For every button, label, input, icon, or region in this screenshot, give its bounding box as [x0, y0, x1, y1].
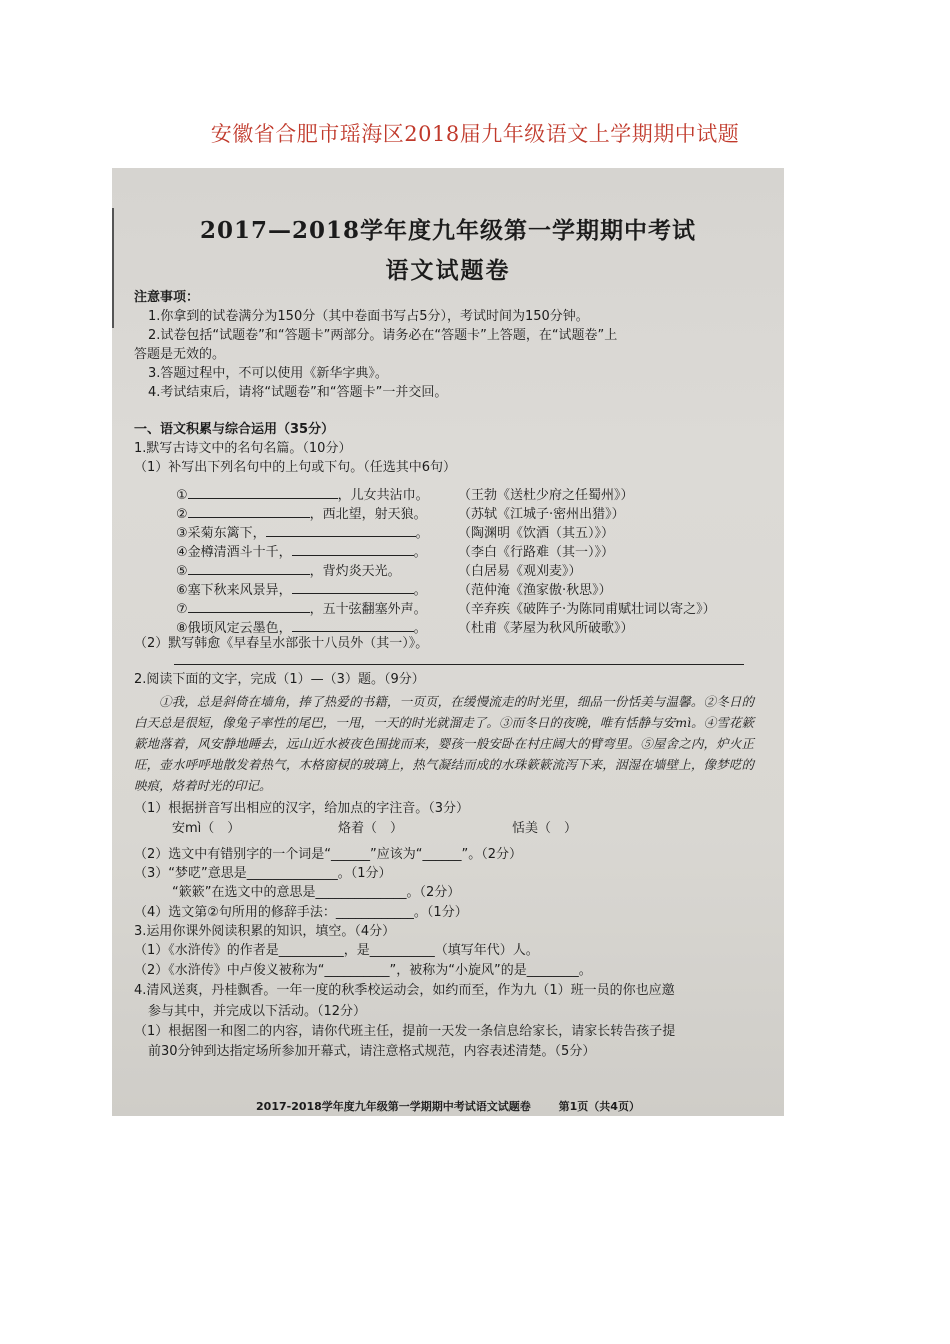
- question-1-1: （1）补写出下列名句中的上句或下句。（任选其中6句）: [134, 460, 457, 475]
- poem-source-4: （李白《行路难（其一）》）: [458, 545, 615, 560]
- poem-source-2: （苏轼《江城子·密州出猎》）: [458, 507, 625, 522]
- question-3: 3.运用你课外阅读积累的知识，填空。（4分）: [134, 924, 396, 939]
- pinyin-item-3: 恬美（ ）: [512, 821, 578, 836]
- answer-line: [174, 664, 744, 665]
- notice-4: 4.考试结束后，请将“试题卷”和“答题卡”一并交回。: [148, 385, 448, 400]
- question-4a: 4.清风送爽，丹桂飘香。一年一度的秋季校运动会，如约而至，作为九（1）班一员的你也应邀: [134, 983, 675, 998]
- question-4b: 参与其中，并完成以下活动。（12分）: [148, 1004, 367, 1019]
- question-1-2: （2）默写韩愈《早春呈水部张十八员外（其一）》。: [134, 636, 429, 651]
- question-3-2: （2）《水浒传》中卢俊义被称为“__________”，被称为“小旋风”的是________。: [134, 963, 592, 978]
- pinyin-item-1: 安mì（ ）: [172, 821, 241, 836]
- poem-line-8: ⑧俄顷风定云墨色， 。: [176, 617, 427, 636]
- poem-line-1: ① ，儿女共沾巾。: [176, 484, 429, 503]
- exam-subtitle: 语文试题卷: [385, 257, 511, 284]
- poem-source-5: （白居易《观刈麦》）: [458, 564, 582, 579]
- footer-title: 2017-2018学年度九年级第一学期期中考试语文试题卷: [256, 1100, 531, 1113]
- question-2-3a: （3）“梦呓”意思是______________。（1分）: [134, 866, 392, 881]
- poem-line-4: ④金樽清酒斗十千， 。: [176, 541, 427, 560]
- question-2-2: （2）选文中有错别字的一个词是“______”应该为“______”。（2分）: [134, 847, 522, 862]
- poem-line-5: ⑤ ，背灼炎天光。: [176, 560, 401, 579]
- notice-1: 1.你拿到的试卷满分为150分（其中卷面书写占5分），考试时间为150分钟。: [148, 309, 589, 324]
- question-2: 2.阅读下面的文字，完成（1）—（3）题。（9分）: [134, 672, 425, 687]
- question-2-3b: “簌簌”在选文中的意思是______________。（2分）: [172, 885, 461, 900]
- page-footer: [112, 1098, 784, 1114]
- question-1: 1.默写古诗文中的名句名篇。（10分）: [134, 441, 352, 456]
- notice-label: 注意事项：: [134, 290, 200, 305]
- question-4-1b: 前30分钟到达指定场所参加开幕式，请注意格式规范，内容表述清楚。（5分）: [148, 1044, 596, 1059]
- notice-2b: 答题是无效的。: [134, 347, 226, 362]
- question-2-4: （4）选文第②句所用的修辞手法：____________。（1分）: [134, 905, 468, 920]
- poem-source-6: （范仲淹《渔家傲·秋思》）: [458, 583, 612, 598]
- poem-source-7: （辛弃疾《破阵子·为陈同甫赋壮词以寄之》）: [458, 602, 716, 617]
- poem-source-1: （王勃《送杜少府之任蜀州》）: [458, 488, 634, 503]
- question-4-1a: （1）根据图一和图二的内容，请你代班主任，提前一天发一条信息给家长，请家长转告孩子提: [134, 1024, 676, 1039]
- footer-page-number: 第1页（共4页）: [558, 1100, 640, 1113]
- notice-3: 3.答题过程中，不可以使用《新华字典》。: [148, 366, 388, 381]
- section-1: 一、语文积累与综合运用（35分）: [134, 422, 335, 437]
- notice-2: 2.试卷包括“试题卷”和“答题卡”两部分。请务必在“答题卡”上答题，在“试题卷”上: [148, 328, 618, 343]
- poem-line-2: ② ，西北望，射天狼。: [176, 503, 427, 522]
- question-2-1: （1）根据拼音写出相应的汉字，给加点的字注音。（3分）: [134, 801, 470, 816]
- poem-source-8: （杜甫《茅屋为秋风所破歌》）: [458, 621, 634, 636]
- pinyin-item-2: 烙着（ ）: [338, 821, 404, 836]
- poem-line-7: ⑦ ，五十弦翻塞外声。: [176, 598, 427, 617]
- poem-source-3: （陶渊明《饮酒（其五）》）: [458, 526, 615, 541]
- exam-title: 2017—2018学年度九年级第一学期期中考试: [199, 217, 697, 244]
- reading-passage: ①我，总是斜倚在墙角，捧了热爱的书籍，一页页，在缓慢流走的时光里，细品一份恬美与温馨。②冬日的白天总是很短，像兔子率性的尾巴，一甩，一天的时光就溜走了。③而冬日的夜晚，唯有恬静与安mì。④雪花簌簌地落着，风安静地睡去，远山近水被夜色围拢而来，婴孩一般安卧在村庄阔大的臂弯里。⑤屋舍之内，炉火正旺，壶水呼呼地散发着热气，木格窗棂的玻璃上，热气凝结而成的水珠簌簌流泻下来，洇湿在墙壁上，像梦呓的映痕，烙着时光的印记。: [134, 694, 754, 793]
- scanned-exam-page: [112, 168, 784, 1116]
- poem-line-6: ⑥塞下秋来风景异， 。: [176, 579, 427, 598]
- poem-line-3: ③采菊东篱下， 。: [176, 522, 429, 541]
- question-3-1: （1）《水浒传》的作者是__________，是__________（填写年代）人。: [134, 943, 539, 958]
- page-heading: 安徽省合肥市瑶海区2018届九年级语文上学期期中试题: [210, 122, 740, 146]
